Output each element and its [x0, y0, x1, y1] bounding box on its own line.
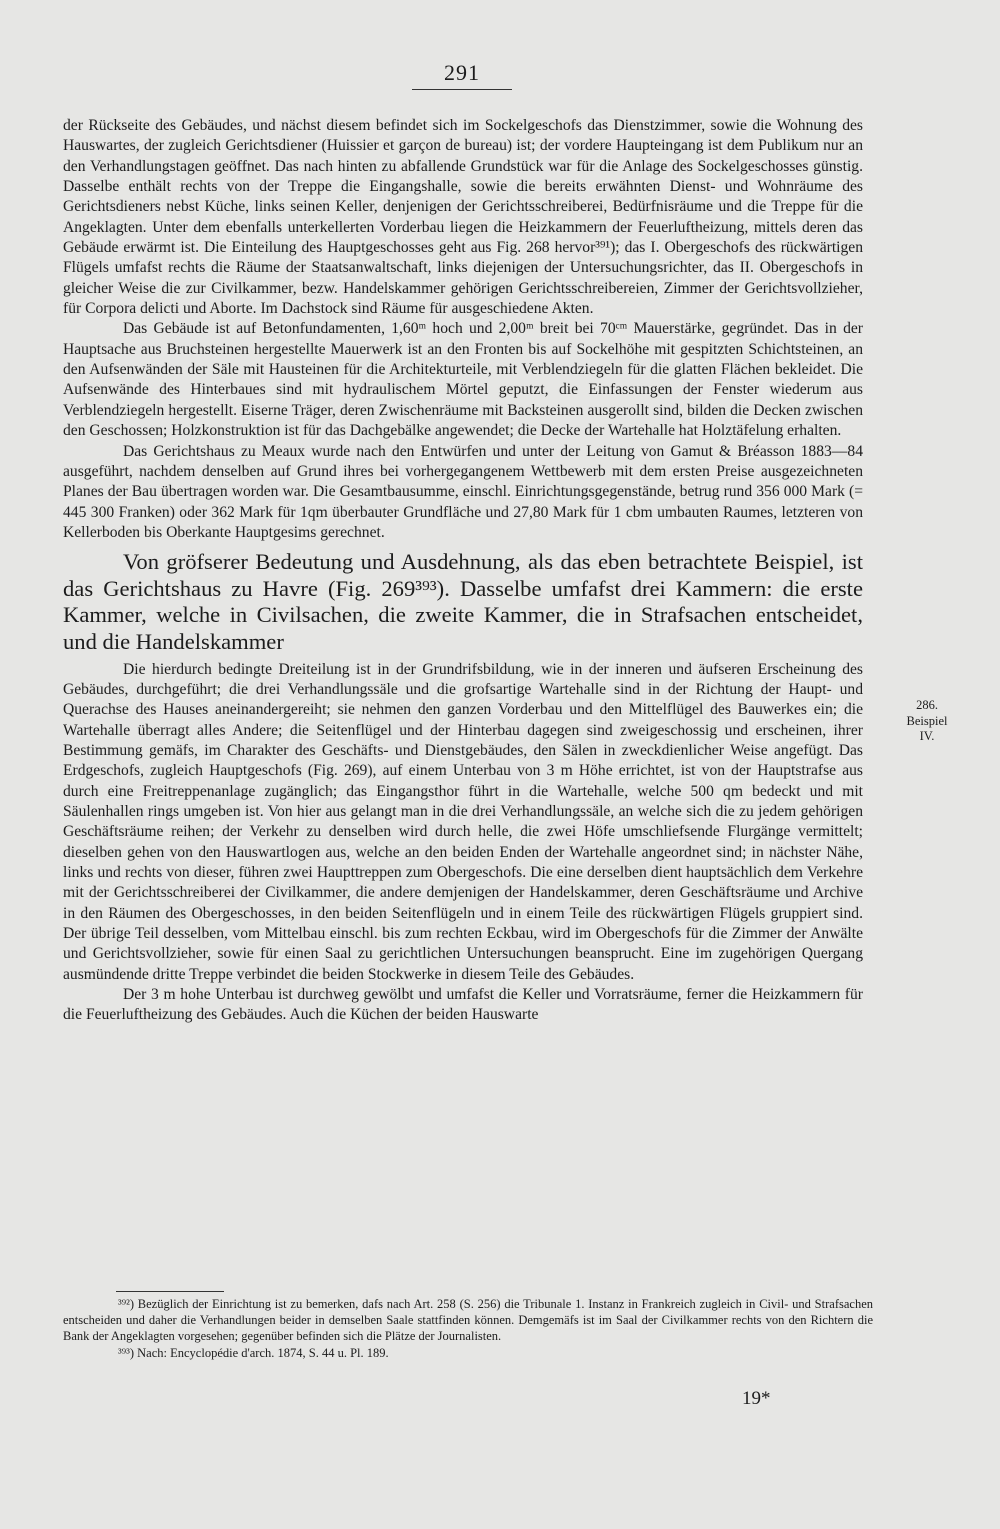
margin-note-label: Beispiel [906, 713, 948, 728]
footnote-392: ³⁹²) Bezüglich der Einrichtung ist zu bemerken, dafs nach Art. 258 (S. 256) die Tribunale 1. Instanz in Frankreich zugleich in Civil- und Strafsachen entscheiden und daher die Verhandlungen beider in demselben Saale stattfinden können. Demgemäfs ist im Saal der Civilkammer rechts von den Richtern die Bank der Angeklagten vorgesehen; gegenüber befinden sich die Plätze der Journalisten. [63, 1297, 873, 1344]
margin-note [892, 698, 962, 745]
page-number: 291 [444, 60, 480, 85]
paragraph-2: Das Gebäude ist auf Betonfundamenten, 1,60ᵐ hoch und 2,00ᵐ breit bei 70ᶜᵐ Mauerstärke, gegründet. Das in der Hauptsache aus Bruchsteinen hergestellte Mauerwerk ist an den Fronten bis auf Sockelhöhe mit gespitzten Schichtsteinen, an den Aufsenwänden der Säle mit Hausteinen für die Architekturteile, mit Verblendziegeln für die glatten Flächen bekleidet. Die Aufsenwände des Hinterbaues sind mit hydraulischem Mörtel geputzt, die Einfassungen der Fenster wiederum aus Verblendziegeln hergestellt. Eiserne Träger, deren Zwischenräume mit Backsteinen ausgerollt sind, bilden die Decken zwischen den Geschossen; Holzkonstruktion ist für das Dachgebälke angewendet; die Decke der Wartehalle hat Holztäfelung erhalten. [63, 320, 863, 440]
paragraph-5: Die hierdurch bedingte Dreiteilung ist in der Grundrifsbildung, wie in der inneren und äufseren Erscheinung des Gebäudes, durchgeführt; die drei Verhandlungssäle und die grofsartige Wartehalle sind in der Richtung der Haupt- und Querachse des Hauses aneinandergereiht; sie nehmen den ganzen Vorderbau und den Mittelflügel des Bauwerkes ein; die Wartehalle überragt alles Andere; die Seitenflügel und der Hinterbau dagegen sind zweigeschossig und erscheinen, ihrer Bestimmung gemäfs, im Charakter des Geschäfts- und Dienstgebäudes, den Sälen in zweckdienlicher Weise angefügt. Das Erdgeschofs, zugleich Hauptgeschofs (Fig. 269), auf einem Unterbau von 3 m Höhe errichtet, ist von der Hauptstrafse aus durch eine Freitreppenanlage zugänglich; das Eingangsthor führt in die Wartehalle, welche 500 qm bedeckt und mit Säulenhallen rings umgeben ist. Von hier aus gelangt man in die drei Verhandlungssäle, an welche sich die zu jedem gehörigen Geschäftsräume reihen; der Verkehr zu denselben wird durch helle, die zwei Höfe umschliefsende Flurgänge vermittelt; dieselben gehen von den Hauswartlogen aus, welche an den beiden Enden der Wartehalle angeordnet sind; in nächster Nähe, links und rechts von dieser, führen zwei Haupttreppen zum Obergeschofs. Die eine derselben dient hauptsächlich dem Verkehre mit der Gerichtsschreiberei der Civilkammer, die andere demjenigen der Handelskammer, deren Geschäftsräume und Archive in den Räumen des Obergeschosses, in den beiden Seitenflügeln und in einem Teile des rückwärtigen Flügels gruppiert sind. Der übrige Teil desselben, vom Mittelbau einschl. bis zum rechten Eckbau, wird im Obergeschofs für die Zimmer der Anwälte und Gerichtsvollzieher, sowie für einen Saal zu gerichtlichen Untersuchungen beansprucht. Eine im zugehörigen Quergang ausmündende dritte Treppe verbindet die beiden Stockwerke in diesem Teile des Gebäudes. [63, 660, 863, 983]
margin-note-roman: IV. [919, 729, 935, 743]
footnote-rule [116, 1291, 224, 1292]
footnotes [63, 1296, 873, 1361]
paragraph-3: Das Gerichtshaus zu Meaux wurde nach den Entwürfen und unter der Leitung von Gamut & Bréasson 1883—84 ausgeführt, nachdem denselben auf Grund ihres bei vorhergegangenem Wettbewerb mit dem ersten Preise ausgezeichneten Planes der Bau übertragen worden war. Die Gesamtbausumme, einschl. Einrichtungsgegenstände, betrug rund 356 000 Mark (= 445 300 Franken) oder 362 Mark für 1qm überbauter Grundfläche und 27,80 Mark für 1 cbm umbauten Raumes, letzteren von Kellerboden bis Oberkante Hauptgesims gerechnet. [63, 442, 863, 541]
footnote-393: ³⁹³) Nach: Encyclopédie d'arch. 1874, S. 44 u. Pl. 189. [118, 1345, 389, 1360]
page-number-rule [412, 89, 512, 90]
paragraph-1: der Rückseite des Gebäudes, und nächst diesem befindet sich im Sockelgeschofs das Dienstzimmer, sowie die Wohnung des Hauswartes, der zugleich Gerichtsdiener (Huissier et garçon de bureau) ist; der vordere Haupteingang ist dem Publikum nur an den Verhandlungstagen geöffnet. Das nach hinten zu abfallende Grundstück war für die Anlage des Sockelgeschosses günstig. Dasselbe enthält rechts von der Treppe die Eingangshalle, sowie die bereits erwähnten Dienst- und Wohnräume des Gerichtsdieners nebst Küche, links seinen Keller, denjenigen der Gerichtsschreiberei, Bedürfnisräume und die Treppe für die Angeklagten. Unter dem ebenfalls unterkellerten Vorderbau liegen die Heizkammern der Feuerluftheizung, mittels deren das Gebäude erwärmt ist. Die Einteilung des Hauptgeschosses geht aus Fig. 268 hervor³⁹¹); das I. Obergeschofs des rückwärtigen Flügels umfafst rechts die Räume der Staatsanwaltschaft, links diejenigen der Untersuchungsrichter, das II. Obergeschofs in gleicher Weise die zur Civilkammer, bezw. Handelskammer gehörigen Gerichtsschreibereien, Zimmer der Gerichtsvollzieher, für Corpora delicti und Aborte. Im Dachstock sind Räume für ausgeschiedene Akten. [63, 117, 863, 318]
paragraph-4-large: Von gröfserer Bedeutung und Ausdehnung, als das eben betrachtete Beispiel, ist das Gerichtshaus zu Havre (Fig. 269³⁹³). Dasselbe umfafst drei Kammern: die erste Kammer, welche in Civilsachen, die zweite Kammer, die in Strafsachen entscheidet, und die Handelskammer [63, 549, 863, 654]
main-text [63, 116, 863, 1026]
margin-note-number: 286. [916, 698, 938, 712]
paragraph-6: Der 3 m hohe Unterbau ist durchweg gewölbt und umfafst die Keller und Vorratsräume, ferner die Heizkammern für die Feuerluftheizung des Gebäudes. Auch die Küchen der beiden Hauswarte [63, 986, 863, 1024]
signature-mark: 19* [742, 1388, 771, 1409]
